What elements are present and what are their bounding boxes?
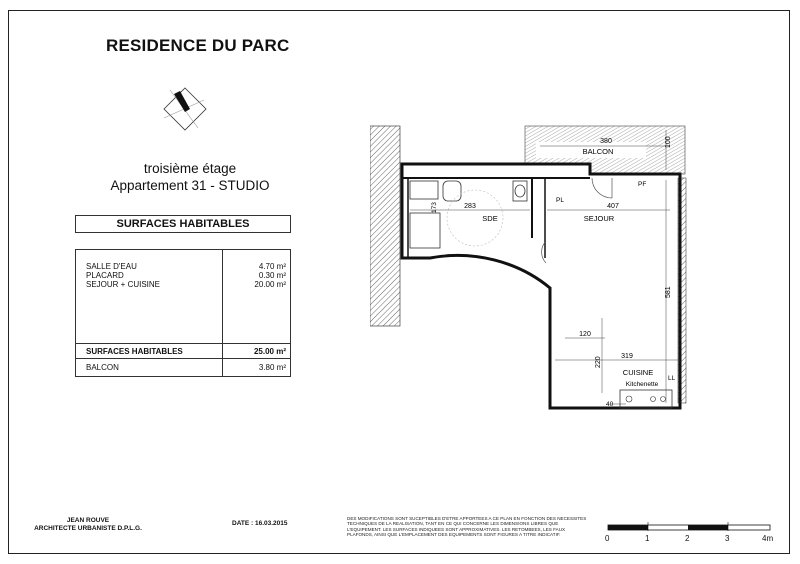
room-name: SEJOUR + CUISINE	[86, 280, 161, 289]
surfaces-table	[75, 249, 291, 377]
dim-380: 380	[600, 138, 612, 145]
plan-label-pf: PF	[638, 181, 647, 188]
surfaces-header: SURFACES HABITABLES	[75, 215, 291, 233]
dim-283: 283	[464, 203, 476, 210]
disclaimer-notes: DES MODIFICATIONS SONT SUCEPTIBLES D'ETRE APPORTEES A CE PLAN EN FONCTION DES NECESSITES TECHNIQUES DE LA REALISATION, TANT EN CE QUI CONCERNE LES DIMENSIONS LIBRES QUE L'EQUIPEMENT. LES SURFACES INDIQUEES SONT APPROXIMATIVES. LES RETOMBEES, LES FAUX PLAFONDS, AINSI QUE L'EMPLACEMENT DES EQUIPEMENTS SONT FIGURES A TITRE INDICATIF.	[347, 516, 587, 537]
scale-label: 4m	[762, 534, 774, 543]
dim-40: 40	[606, 401, 614, 408]
plan-label-sejour: SEJOUR	[583, 214, 615, 223]
plan-label-kitchenette: Kitchenette	[625, 381, 659, 388]
dim-120: 120	[579, 331, 591, 338]
architect-block	[28, 517, 148, 533]
plan-label-cuisine: CUISINE	[622, 368, 654, 377]
plan-date: DATE : 16.03.2015	[232, 520, 288, 527]
architect-name: JEAN ROUVE	[66, 517, 110, 524]
dim-407: 407	[607, 203, 619, 210]
room-area: 0.30 m²	[258, 271, 286, 280]
dim-173: 173	[431, 202, 438, 213]
scale-label: 1	[645, 534, 650, 543]
architect-title: ARCHITECTE URBANISTE D.P.L.G.	[34, 525, 142, 532]
dim-220: 220	[595, 356, 602, 368]
balcon-area: 3.80 m²	[258, 363, 286, 372]
apartment-label: Appartement 31 - STUDIO	[110, 178, 270, 193]
room-area: 4.70 m²	[258, 262, 286, 271]
room-name: SALLE D'EAU	[86, 262, 137, 271]
table-rule	[76, 343, 290, 344]
dim-100: 100	[665, 136, 672, 148]
plan-label-pl: PL	[556, 197, 564, 204]
plan-label-balcon: BALCON	[582, 147, 614, 156]
dim-581: 581	[665, 286, 672, 298]
room-area: 20.00 m²	[254, 280, 286, 289]
project-title: RESIDENCE DU PARC	[106, 36, 290, 55]
total-area: 25.00 m²	[253, 347, 286, 356]
floor-plan	[370, 118, 700, 428]
balcon-label: BALCON	[86, 363, 119, 372]
scale-label: 3	[725, 534, 730, 543]
floor-label: troisième étage	[143, 161, 237, 176]
north-arrow-icon	[160, 84, 210, 134]
scale-bar	[600, 522, 785, 536]
plan-label-sde: SDE	[482, 214, 498, 223]
scale-label: 0	[605, 534, 610, 543]
floor-heading	[100, 160, 280, 194]
scale-label: 2	[685, 534, 690, 543]
room-name: PLACARD	[86, 271, 124, 280]
table-rule	[76, 358, 290, 359]
plan-label-ll: LL	[668, 375, 676, 382]
total-label: SURFACES HABITABLES	[86, 347, 183, 356]
dim-319: 319	[621, 353, 633, 360]
